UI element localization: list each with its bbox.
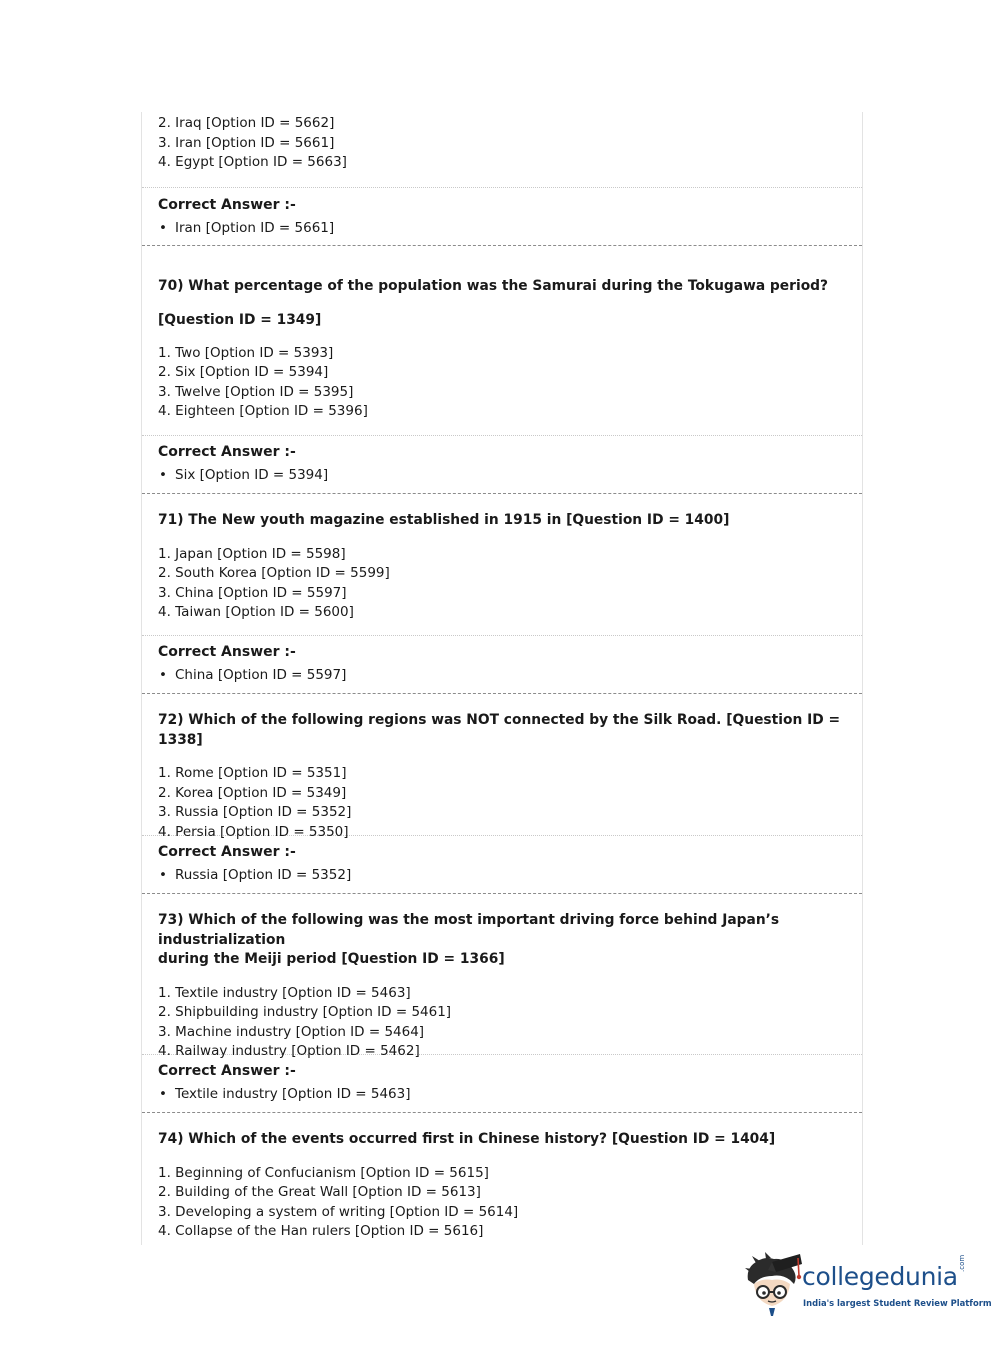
correct-answer-value: Textile industry [Option ID = 5463] (175, 1086, 411, 1102)
collegedunia-logo (742, 1250, 992, 1320)
option-item: 4. Egypt [Option ID = 5663] (158, 154, 347, 171)
option-item: 4. Railway industry [Option ID = 5462] (158, 1043, 420, 1060)
option-item: 4. Collapse of the Han rulers [Option ID = 5616] (158, 1223, 484, 1240)
option-item: 2. Korea [Option ID = 5349] (158, 784, 347, 801)
bullet-icon: • (159, 467, 167, 483)
correct-answer-label: Correct Answer :- (158, 1063, 296, 1079)
question-73 (142, 894, 862, 1060)
option-item: 2. Iraq [Option ID = 5662] (158, 115, 335, 131)
question-title-cont: during the Meiji period [Question ID = 1366] (158, 951, 505, 967)
option-item: 4. Eighteen [Option ID = 5396] (158, 403, 368, 420)
q73-correct-answer (142, 1055, 862, 1112)
option-item: 3. Developing a system of writing [Option ID = 5614] (158, 1203, 519, 1220)
option-item: 2. South Korea [Option ID = 5599] (158, 565, 390, 582)
question-title: 71) The New youth magazine established in 1915 in [Question ID = 1400] (158, 512, 730, 528)
q71-correct-answer (142, 636, 862, 693)
correct-answer-value: China [Option ID = 5597] (175, 667, 347, 683)
question-paper (141, 112, 863, 1245)
question-74 (142, 1113, 862, 1242)
option-item: 1. Textile industry [Option ID = 5463] (158, 984, 411, 1001)
logo-tagline: India's largest Student Review Platform (803, 1298, 992, 1308)
correct-answer-label: Correct Answer :- (158, 844, 296, 860)
bullet-icon: • (159, 220, 167, 236)
option-item: 1. Beginning of Confucianism [Option ID = 5615] (158, 1164, 489, 1181)
option-item: 3. China [Option ID = 5597] (158, 584, 347, 601)
correct-answer-value: Russia [Option ID = 5352] (175, 867, 352, 883)
bullet-icon: • (159, 667, 167, 683)
correct-answer-label: Correct Answer :- (158, 444, 296, 460)
logo-wordmark: collegedunia (802, 1262, 958, 1291)
student-mascot-icon (742, 1250, 804, 1320)
question-title: 74) Which of the events occurred first in Chinese history? [Question ID = 1404] (158, 1131, 776, 1147)
bullet-icon: • (159, 1086, 167, 1102)
question-id: [Question ID = 1349] (158, 311, 322, 328)
correct-answer-label: Correct Answer :- (158, 197, 296, 213)
option-item: 3. Twelve [Option ID = 5395] (158, 383, 354, 400)
option-item: 4. Taiwan [Option ID = 5600] (158, 604, 354, 621)
option-item: 2. Six [Option ID = 5394] (158, 364, 329, 381)
option-item: 3. Russia [Option ID = 5352] (158, 804, 352, 821)
question-70 (142, 246, 862, 435)
question-title: 72) Which of the following regions was NOT connected by the Silk Road. [Question ID = 1338] (158, 712, 841, 748)
option-item: 2. Shipbuilding industry [Option ID = 5461] (158, 1004, 452, 1021)
bullet-icon: • (159, 867, 167, 883)
question-72 (142, 694, 862, 840)
correct-answer-label: Correct Answer :- (158, 644, 296, 660)
logo-domain-suffix: .com (958, 1254, 966, 1272)
correct-answer-value: Six [Option ID = 5394] (175, 467, 329, 483)
prev-question-options (142, 112, 862, 187)
option-item: 1. Japan [Option ID = 5598] (158, 545, 346, 562)
q70-correct-answer (142, 436, 862, 493)
option-item: 1. Rome [Option ID = 5351] (158, 765, 347, 781)
option-item: 3. Iran [Option ID = 5661] (158, 134, 335, 151)
question-title: 70) What percentage of the population was the Samurai during the Tokugawa period? (158, 278, 829, 294)
q72-correct-answer (142, 836, 862, 893)
correct-answer-value: Iran [Option ID = 5661] (175, 220, 335, 236)
prev-correct-answer (142, 188, 862, 245)
option-item: 1. Two [Option ID = 5393] (158, 344, 334, 361)
option-item: 3. Machine industry [Option ID = 5464] (158, 1023, 425, 1040)
question-71 (142, 494, 862, 635)
option-item: 4. Persia [Option ID = 5350] (158, 823, 349, 840)
question-title: 73) Which of the following was the most important driving force behind Japan’s industrialization (158, 912, 780, 948)
option-item: 2. Building of the Great Wall [Option ID = 5613] (158, 1184, 481, 1201)
